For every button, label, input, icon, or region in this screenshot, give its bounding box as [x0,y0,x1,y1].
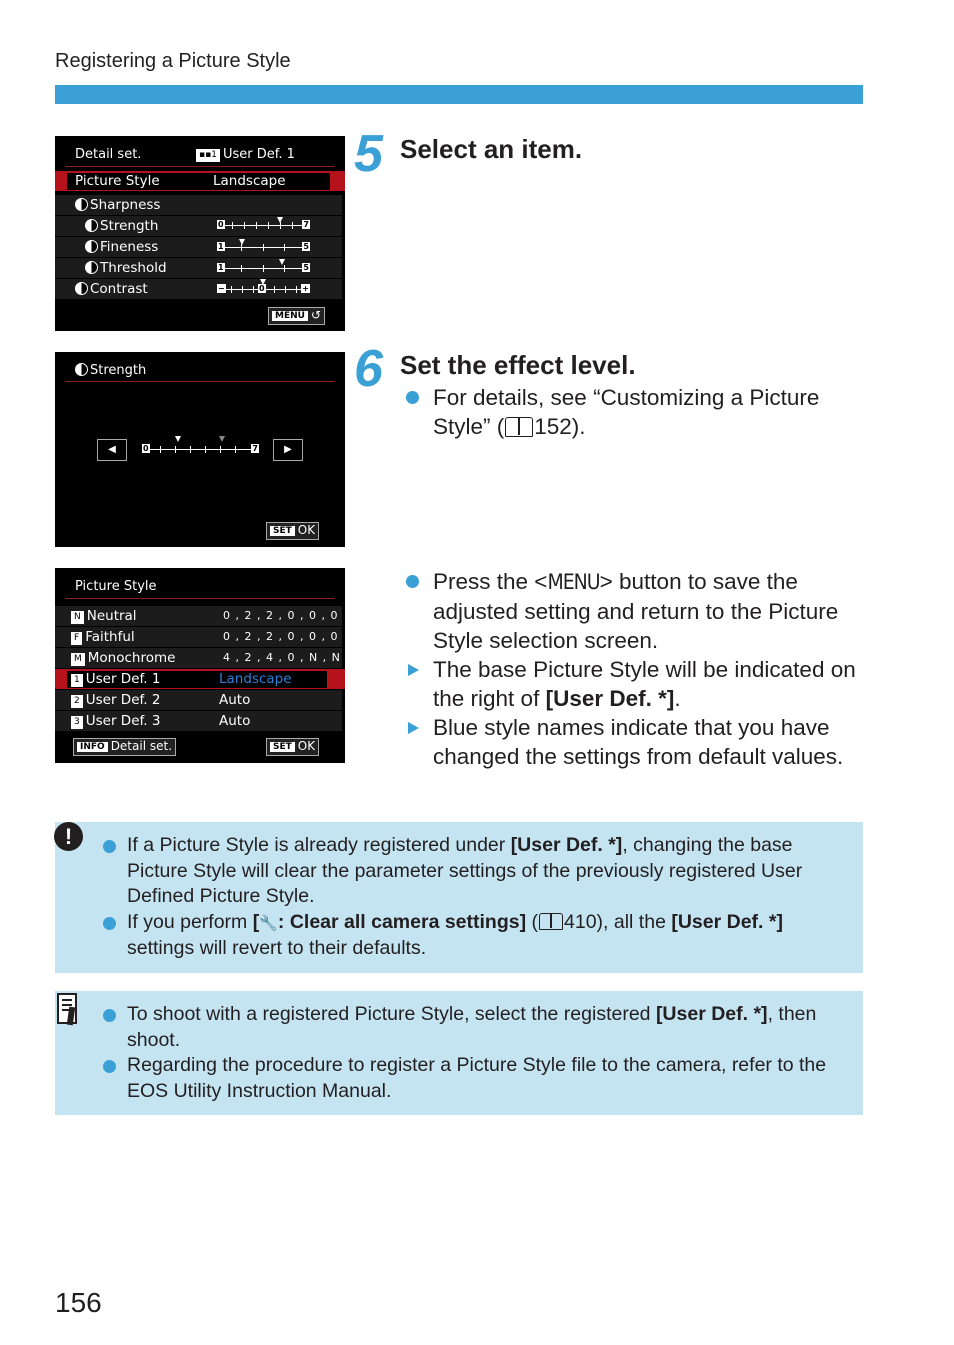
base-style-value: Auto [219,713,251,729]
strength-row[interactable] [55,216,342,236]
sharpness-icon [75,198,88,211]
detail-set-label: Detail set. [110,739,173,753]
fineness-row[interactable] [55,237,342,257]
user-def-1-icon: 1 [71,674,83,687]
divider [65,598,335,599]
menu-back-button[interactable] [268,307,325,325]
set-tag: SET [270,742,295,752]
style-row-neutral[interactable] [55,606,342,626]
wrench-icon: 🔧 [259,914,278,932]
menu-button-label: MENU [547,570,600,594]
style-row-user-def-3[interactable] [55,711,342,731]
picture-style-value: Landscape [213,173,286,189]
bullet-dot-icon [103,840,116,853]
picture-style-row[interactable] [55,171,345,191]
sharpness-row[interactable] [55,195,342,215]
right-arrow-button[interactable] [273,439,303,461]
threshold-marker [279,259,285,265]
threshold-icon [85,261,98,274]
base-style-value: Auto [219,692,251,708]
fineness-icon [85,240,98,253]
book-page-icon [505,417,533,437]
memo-bullet: Regarding the procedure to register a Picture Style file to the camera, refer to the EOS Utility Instruction Manual. [103,1053,853,1104]
default-level-marker [219,436,225,442]
sharpness-label: Sharpness [90,197,161,213]
step-6-bullets [406,383,856,441]
ok-label: OK [297,523,316,537]
contrast-icon [75,282,88,295]
picture-style-title: Picture Style [75,579,157,594]
user-def-2-icon: 2 [71,695,83,708]
triangle-bullet-icon [408,722,419,734]
picture-style-label: Picture Style [75,173,160,189]
monochrome-style-icon: M [71,653,85,666]
user-def-title [196,147,295,162]
style-name: User Def. 2 [85,692,161,708]
caution-bullet: If a Picture Style is already registered under [User Def. *], changing the base Picture Style will clear the parameter settings of the previously registered User Defined Picture Style. [103,833,853,910]
fineness-label: Fineness [100,239,159,255]
style-row-faithful[interactable] [55,627,342,647]
left-arrow-button[interactable] [97,439,127,461]
caution-note [55,822,863,973]
ok-label: OK [297,739,316,753]
left-arrow-icon: ◀ [108,444,116,455]
style-row-user-def-2[interactable] [55,690,342,710]
menu-tag: MENU [272,311,308,321]
triangle-bullet-icon [408,664,419,676]
contrast-label: Contrast [90,281,148,297]
blue-names-bullet: Blue style names indicate that you have changed the settings from default values. [406,713,866,771]
user-def-3-icon: 3 [71,716,83,729]
divider [65,381,335,382]
strength-title [75,363,146,378]
strength-marker [277,217,283,223]
neutral-style-icon: N [71,611,84,624]
threshold-scale: 1 5 [218,263,309,272]
fineness-marker [239,239,245,245]
info-detail-button[interactable] [73,738,176,756]
memo-bullet: To shoot with a registered Picture Style, select the registered [User Def. *], then shoot. [103,1002,853,1053]
strength-screen [55,352,345,547]
caution-icon: ! [54,822,83,851]
strength-level-scale: 0 7 [143,444,258,453]
threshold-label: Threshold [100,260,167,276]
faithful-style-icon: F [71,632,82,645]
return-icon: ↺ [310,308,322,322]
set-tag: SET [270,526,295,536]
save-bullets [406,567,866,771]
strength-label: Strength [100,218,159,234]
step-6-number: 6 [354,340,383,398]
step-5-number: 5 [354,125,383,183]
book-page-icon [539,913,563,930]
current-level-marker [175,436,181,442]
style-name: Monochrome [87,650,176,666]
contrast-scale: − + 0 [218,284,309,293]
strength-title-label: Strength [90,363,147,378]
contrast-marker [260,279,266,285]
strength-icon [85,219,98,232]
base-style-bullet: The base Picture Style will be indicated on the right of [User Def. *]. [406,655,866,713]
memo-note [55,991,863,1115]
bullet-dot-icon [103,1009,116,1022]
style-row-monochrome[interactable] [55,648,342,668]
style-name: User Def. 3 [85,713,161,729]
step-6-bullet: For details, see “Customizing a Picture Style” ( 152). [406,383,856,441]
style-params: 0 , 2 , 2 , 0 , 0 , 0 [223,609,339,622]
bullet-dot-icon [103,917,116,930]
style-params: 4 , 2 , 4 , 0 , N , N [223,651,341,664]
info-tag: INFO [77,742,108,752]
memo-pencil-icon [57,993,77,1024]
style-name: Faithful [85,629,135,645]
bullet-dot-icon [406,575,419,588]
screen-title: Detail set. [75,147,142,162]
user-def-label: User Def. 1 [222,147,295,162]
header-bar [55,85,863,104]
contrast-row[interactable] [55,279,342,299]
picture-style-screen [55,568,345,763]
style-row-user-def-1[interactable] [55,669,345,689]
set-ok-button[interactable] [266,738,319,756]
bullet-dot-icon [406,391,419,404]
caution-bullet: If you perform [🔧: Clear all camera settings] ( 410), all the [User Def. *] settings will revert to their defaults. [103,910,853,962]
divider [65,166,335,167]
page-number: 156 [55,1287,102,1318]
step-5-title: Select an item. [400,134,583,164]
detail-settings-screen [55,136,345,331]
set-ok-button[interactable] [266,522,319,540]
picture-style-icon: ▪▪1 [196,149,220,162]
strength-scale: 0 7 [218,220,309,229]
bullet-dot-icon [103,1060,116,1073]
header-title: Registering a Picture Style [55,50,291,72]
style-name: User Def. 1 [85,671,161,687]
fineness-scale: 1 5 [218,242,309,251]
step-6-title: Set the effect level. [400,350,636,380]
right-arrow-icon: ▶ [284,444,292,455]
save-bullet: Press the <MENU> button to save the adjusted setting and return to the Picture Style selection screen. [406,567,866,655]
style-name: Neutral [86,608,137,624]
base-style-value: Landscape [219,671,292,687]
style-params: 0 , 2 , 2 , 0 , 0 , 0 [223,630,339,643]
threshold-row[interactable] [55,258,342,278]
strength-icon [75,363,88,376]
